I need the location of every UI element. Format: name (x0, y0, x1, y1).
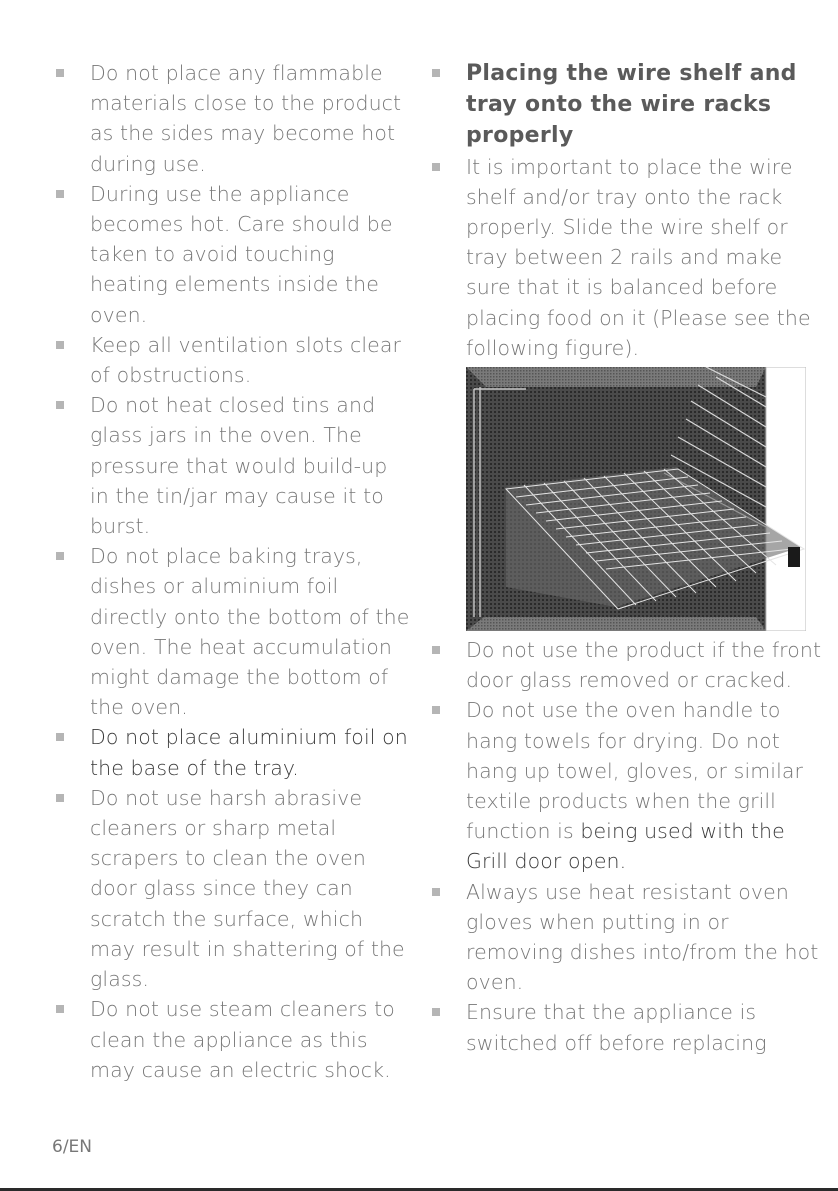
list-item: Do not use the product if the front door glass removed or cracked. (428, 635, 823, 695)
list-item: Do not use harsh abrasive cleaners or sharp metal scrapers to clean the oven door glass since they can scratch the surface, which may result in shattering of the glass. (52, 783, 412, 994)
list-item: During use the appliance becomes hot. Care should be taken to avoid touching heating elements inside the oven. (52, 179, 412, 330)
list-item: Do not use steam cleaners to clean the appliance as this may cause an electric shock. (52, 994, 412, 1085)
square-bullet-icon (432, 646, 440, 654)
list-item: Do not place any flammable materials close to the product as the sides may become hot during use. (52, 58, 412, 179)
aluminium-foil-warning: Do not place aluminium foil on the base of the tray. (90, 725, 408, 780)
oven-rack-illustration (466, 367, 806, 631)
list-item: Do not place baking trays, dishes or aluminium foil directly onto the bottom of the oven. The heat accumulation might damage the bottom of the oven. (52, 541, 412, 722)
square-bullet-icon (56, 401, 64, 409)
list-item: Always use heat resistant oven gloves when putting in or removing dishes into/from the hot oven. (428, 877, 823, 998)
square-bullet-icon (432, 163, 440, 171)
grill-door-warning: being used with the Grill door open. (466, 819, 785, 874)
wire-shelf-figure (466, 367, 806, 631)
square-bullet-icon (432, 706, 440, 714)
list-item: Do not heat closed tins and glass jars in the oven. The pressure that would build-up in the tin/jar may cause it to burst. (52, 390, 412, 541)
square-bullet-icon (432, 1008, 440, 1016)
square-bullet-icon (56, 69, 64, 77)
safety-list-right (428, 58, 823, 363)
square-bullet-icon (56, 1005, 64, 1013)
left-column (52, 58, 412, 1085)
square-bullet-icon (432, 888, 440, 896)
list-item (52, 722, 412, 782)
list-item: It is important to place the wire shelf and/or tray onto the rack properly. Slide the wire shelf or tray between 2 rails and make sure that it is balanced before placing food on it (Please see the following figure). (428, 152, 823, 363)
safety-list-left (52, 58, 412, 1085)
square-bullet-icon (56, 552, 64, 560)
square-bullet-icon (432, 69, 440, 77)
square-bullet-icon (56, 341, 64, 349)
list-item: Do not use the oven handle to hang towels for drying. Do not hang up towel, gloves, or similar textile products when the grill function is being used with the Grill door open. (428, 695, 823, 876)
list-item: Keep all ventilation slots clear of obstructions. (52, 330, 412, 390)
section-heading-item (428, 58, 823, 152)
list-item: Ensure that the appliance is switched off before replacing (428, 997, 823, 1057)
section-heading: Placing the wire shelf and tray onto the wire racks properly (466, 61, 797, 149)
square-bullet-icon (56, 733, 64, 741)
square-bullet-icon (56, 190, 64, 198)
right-column (428, 58, 823, 1058)
safety-list-right-continued (428, 635, 823, 1058)
square-bullet-icon (56, 794, 64, 802)
page-number: 6/EN (52, 1137, 93, 1157)
